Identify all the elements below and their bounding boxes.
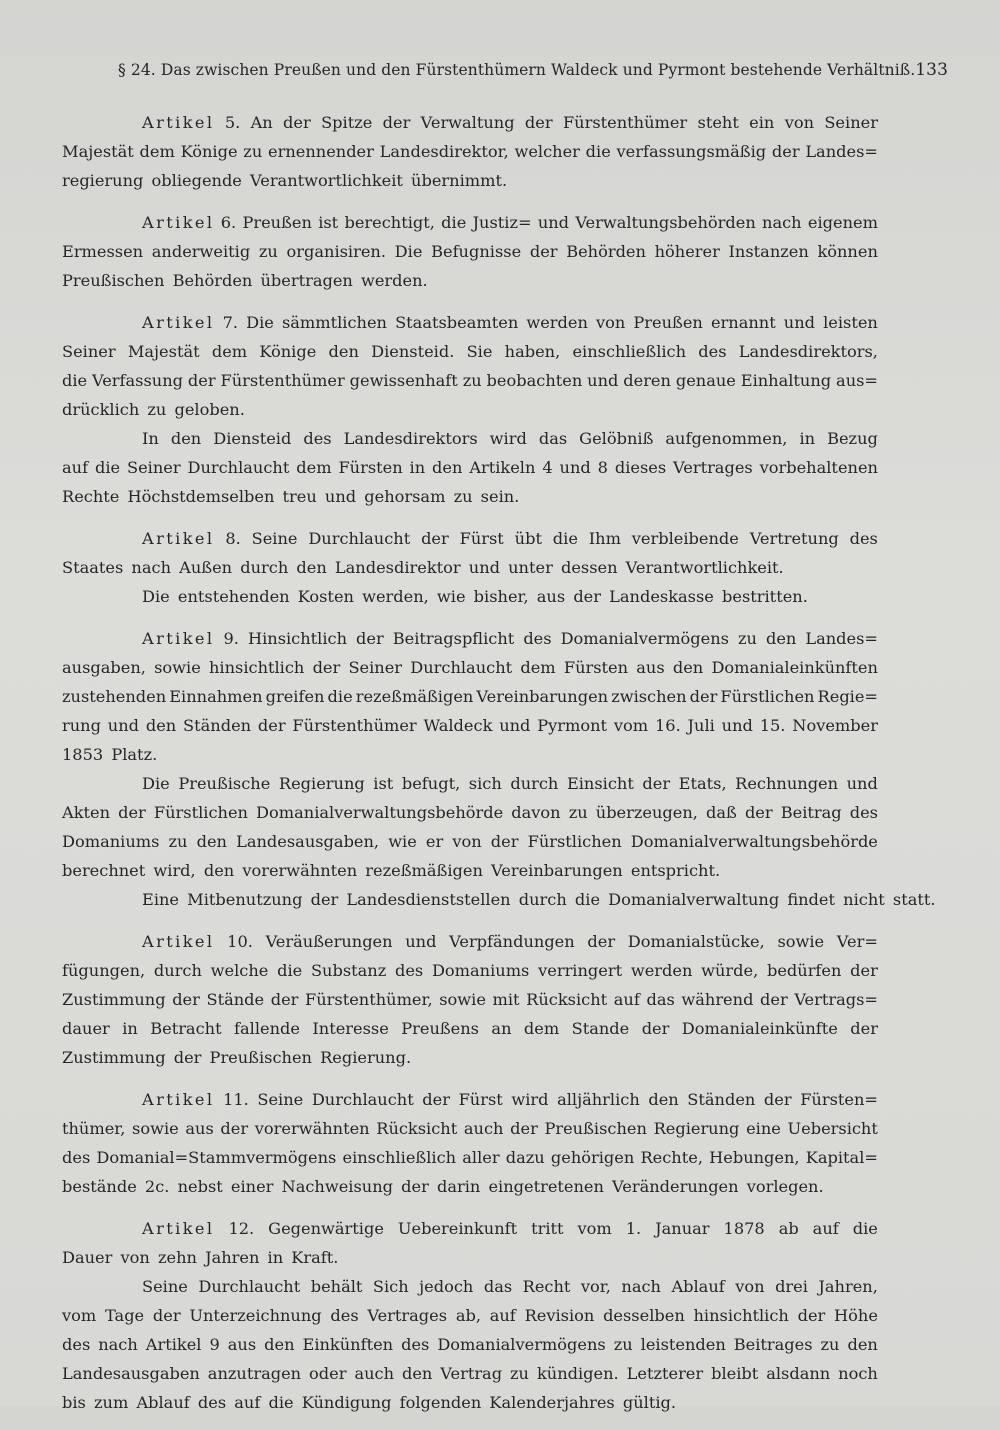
text-line: Preußischen Behörden übertragen werden. (62, 271, 428, 290)
text-line: 1853 Platz. (62, 745, 158, 764)
text-line: fügungen, durch welche die Substanz des Domaniums verringert werden würde, bedürfen der (62, 961, 878, 980)
text-line: In den Diensteid des Landesdirektors wird das Gelöbniß aufgenommen, in Bezug (142, 429, 878, 448)
text-line: Die Preußische Regierung ist befugt, sich durch Einsicht der Etats, Rechnungen und (142, 774, 878, 793)
text-line: Akten der Fürstlichen Domanialverwaltungsbehörde davon zu überzeugen, daß der Beitrag des (62, 803, 878, 822)
paragraph-artikel-12 (62, 1214, 878, 1417)
text-line: Eine Mitbenutzung der Landesdienststellen durch die Domanialverwaltung findet nicht statt. (142, 890, 936, 909)
text-line: Artikel 10. Veräußerungen und Verpfändungen der Domanialstücke, sowie Ver= (142, 932, 878, 951)
running-header (118, 60, 949, 86)
text-line: rung und den Ständen der Fürstenthümer Waldeck und Pyrmont vom 16. Juli und 15. November (62, 716, 878, 735)
paragraph-artikel-8 (62, 524, 878, 611)
paragraph-artikel-10 (62, 927, 878, 1072)
text-line: Die entstehenden Kosten werden, wie bisher, aus der Landeskasse bestritten. (142, 587, 808, 606)
text-line: regierung obliegende Verantwortlichkeit übernimmt. (62, 171, 508, 190)
text-line: bestände 2c. nebst einer Nachweisung der darin eingetretenen Veränderungen vorlegen. (62, 1177, 824, 1196)
text-line: Artikel 12. Gegenwärtige Uebereinkunft tritt vom 1. Januar 1878 ab auf die (142, 1219, 878, 1238)
text-line: Artikel 7. Die sämmtlichen Staatsbeamten werden von Preußen ernannt und leisten (142, 313, 878, 332)
text-line: Artikel 5. An der Spitze der Verwaltung der Fürstenthümer steht ein von Seiner (142, 113, 878, 132)
text-line: die Verfassung der Fürstenthümer gewissenhaft zu beobachten und deren genaue Einhaltung aus= (62, 371, 878, 390)
page-number: 133 (915, 60, 949, 80)
text-line: dauer in Betracht fallende Interesse Preußens an dem Stande der Domanialeinkünfte der (62, 1019, 878, 1038)
paragraph-artikel-6 (62, 208, 878, 295)
document-body (62, 108, 936, 1430)
text-line: auf die Seiner Durchlaucht dem Fürsten in den Artikeln 4 und 8 dieses Vertrages vorbehaltenen (62, 458, 878, 477)
text-line: Majestät dem Könige zu ernennender Landesdirektor, welcher die verfassungsmäßig der Landes= (62, 142, 878, 161)
text-line: vom Tage der Unterzeichnung des Vertrages ab, auf Revision desselben hinsichtlich der Höhe (62, 1306, 878, 1325)
text-line: Domaniums zu den Landesausgaben, wie er von der Fürstlichen Domanialverwaltungsbehörde (62, 832, 878, 851)
text-line: Dauer von zehn Jahren in Kraft. (62, 1248, 339, 1267)
text-line: Zustimmung der Stände der Fürstenthümer, sowie mit Rücksicht auf das während der Vertrags= (62, 990, 878, 1009)
text-line: Artikel 9. Hinsichtlich der Beitragspflicht des Domanialvermögens zu den Landes= (142, 629, 878, 648)
text-line: Staates nach Außen durch den Landesdirektor und unter dessen Verantwortlichkeit. (62, 558, 784, 577)
text-line: Seiner Majestät dem Könige den Diensteid. Sie haben, einschließlich des Landesdirektors, (62, 342, 878, 361)
text-line: des nach Artikel 9 aus den Einkünften des Domanialvermögens zu leistenden Beitrages zu den (62, 1335, 878, 1354)
text-line: Seine Durchlaucht behält Sich jedoch das Recht vor, nach Ablauf von drei Jahren, (142, 1277, 878, 1296)
paragraph-artikel-7 (62, 308, 878, 511)
text-line: des Domanial=Stammvermögens einschließlich aller dazu gehörigen Rechte, Hebungen, Kapital= (62, 1148, 878, 1167)
text-line: zustehenden Einnahmen greifen die rezeßmäßigen Vereinbarungen zwischen der Fürstlichen Regie= (62, 687, 878, 706)
text-line: ausgaben, sowie hinsichtlich der Seiner Durchlaucht dem Fürsten aus den Domanialeinkünften (62, 658, 878, 677)
paragraph-artikel-11 (62, 1085, 878, 1201)
text-line: bis zum Ablauf des auf die Kündigung folgenden Kalenderjahres gültig. (62, 1393, 677, 1412)
text-line: Rechte Höchstdemselben treu und gehorsam zu sein. (62, 487, 520, 506)
text-line: Artikel 6. Preußen ist berechtigt, die Justiz= und Verwaltungsbehörden nach eigenem (142, 213, 878, 232)
text-line: Landesausgaben anzutragen oder auch den Vertrag zu kündigen. Letzterer bleibt alsdann noch (62, 1364, 878, 1383)
text-line: berechnet wird, den vorerwähnten rezeßmäßigen Vereinbarungen entspricht. (62, 861, 721, 880)
paragraph-artikel-5 (62, 108, 878, 195)
text-line: Artikel 8. Seine Durchlaucht der Fürst übt die Ihm verbleibende Vertretung des (142, 529, 878, 548)
paragraph-artikel-9 (62, 624, 936, 914)
text-line: Artikel 11. Seine Durchlaucht der Fürst wird alljährlich den Ständen der Fürsten= (142, 1090, 878, 1109)
text-line: Zustimmung der Preußischen Regierung. (62, 1048, 412, 1067)
text-line: drücklich zu geloben. (62, 400, 245, 419)
text-line: thümer, sowie aus der vorerwähnten Rücksicht auch der Preußischen Regierung eine Uebersicht (62, 1119, 878, 1138)
running-title: § 24. Das zwischen Preußen und den Fürstenthümern Waldeck und Pyrmont bestehende Verhältniß. (118, 61, 916, 79)
text-line: Ermessen anderweitig zu organisiren. Die Befugnisse der Behörden höherer Instanzen können (62, 242, 878, 261)
